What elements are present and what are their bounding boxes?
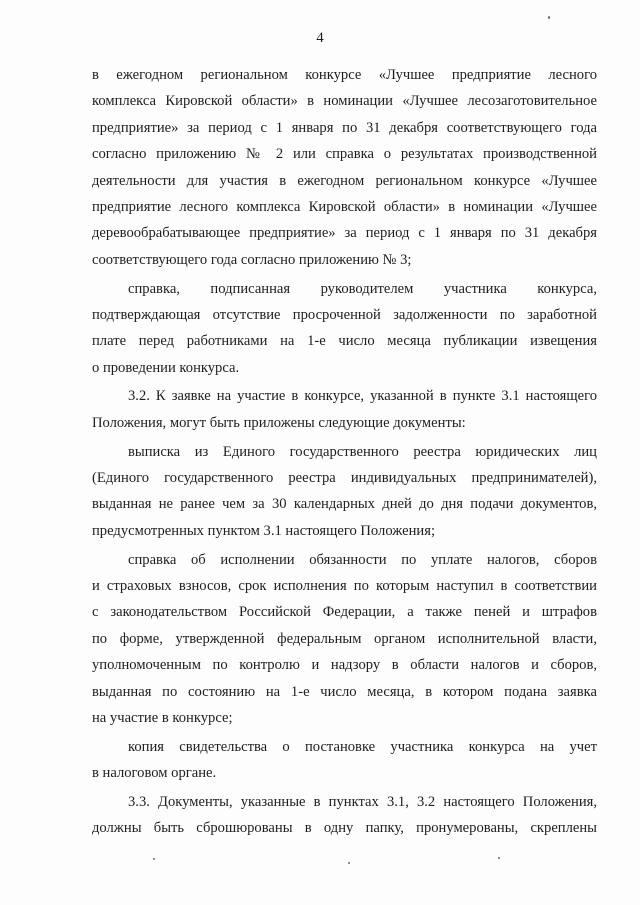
- text-line: уполномоченным по контролю и надзору в области налогов и сборов,: [92, 657, 597, 674]
- text-line: предприятие» за период с 1 января по 31 декабря соответствующего года: [92, 119, 597, 136]
- text-line: копия свидетельства о постановке участника конкурса на учет: [128, 738, 597, 755]
- text-line: деревообрабатывающее предприятие» за период с 1 января по 31 декабря: [92, 225, 597, 242]
- text-line: предусмотренных пунктом 3.1 настоящего Положения;: [92, 522, 436, 539]
- paragraph: [92, 547, 597, 732]
- text-line: 3.3. Документы, указанные в пунктах 3.1, 3.2 настоящего Положения,: [128, 793, 597, 810]
- text-line: подтверждающая отсутствие просроченной задолженности по заработной: [92, 306, 597, 323]
- text-line: предприятие лесного комплекса Кировской области» в номинации «Лучшее: [92, 198, 597, 215]
- scan-speck: [348, 862, 350, 864]
- page-number: 4: [316, 30, 324, 46]
- text-line: по форме, утвержденной федеральным органом исполнительной власти,: [92, 630, 597, 647]
- scan-speck: [548, 16, 550, 19]
- text-line: соответствующего года согласно приложению № 3;: [92, 251, 412, 268]
- text-line: (Единого государственного реестра индивидуальных предпринимателей),: [92, 470, 597, 487]
- paragraph: [92, 276, 597, 382]
- text-line: 3.2. К заявке на участие в конкурсе, указанной в пункте 3.1 настоящего: [128, 388, 597, 405]
- text-line: с законодательством Российской Федерации, а также пеней и штрафов: [92, 604, 597, 621]
- text-line: выписка из Единого государственного реестра юридических лиц: [128, 443, 597, 460]
- paragraph: [92, 439, 597, 545]
- paragraph: [92, 734, 597, 787]
- paragraph: [92, 62, 597, 273]
- text-line: в налоговом органе.: [92, 765, 217, 782]
- text-line: Положения, могут быть приложены следующие документы:: [92, 414, 466, 431]
- text-line: на участие в конкурсе;: [92, 709, 233, 726]
- paragraph: [92, 383, 597, 436]
- text-line: деятельности для участия в ежегодном региональном конкурсе «Лучшее: [92, 172, 597, 189]
- text-line: справка об исполнении обязанности по уплате налогов, сборов: [128, 551, 597, 568]
- paragraph: [92, 789, 597, 842]
- text-line: и страховых взносов, срок исполнения по которым наступил в соответствии: [92, 577, 597, 594]
- text-line: должны быть сброшюрованы в одну папку, пронумерованы, скреплены: [92, 820, 597, 837]
- text-line: комплекса Кировской области» в номинации «Лучшее лесозаготовительное: [92, 93, 597, 110]
- text-line: справка, подписанная руководителем участника конкурса,: [128, 280, 597, 297]
- text-line: в ежегодном региональном конкурсе «Лучшее предприятие лесного: [92, 67, 597, 83]
- text-line: выданная по состоянию на 1-е число месяца, в котором подана заявка: [92, 683, 597, 700]
- text-line: выданная не ранее чем за 30 календарных дней до дня подачи документов,: [92, 496, 597, 513]
- scan-speck: [498, 857, 500, 859]
- text-line: о проведении конкурса.: [92, 359, 240, 376]
- text-line: согласно приложению № 2 или справка о результатах производственной: [92, 146, 597, 163]
- scan-speck: [153, 858, 155, 860]
- text-line: плате перед работниками на 1-е число месяца публикации извещения: [92, 333, 597, 350]
- document-body: [92, 62, 597, 844]
